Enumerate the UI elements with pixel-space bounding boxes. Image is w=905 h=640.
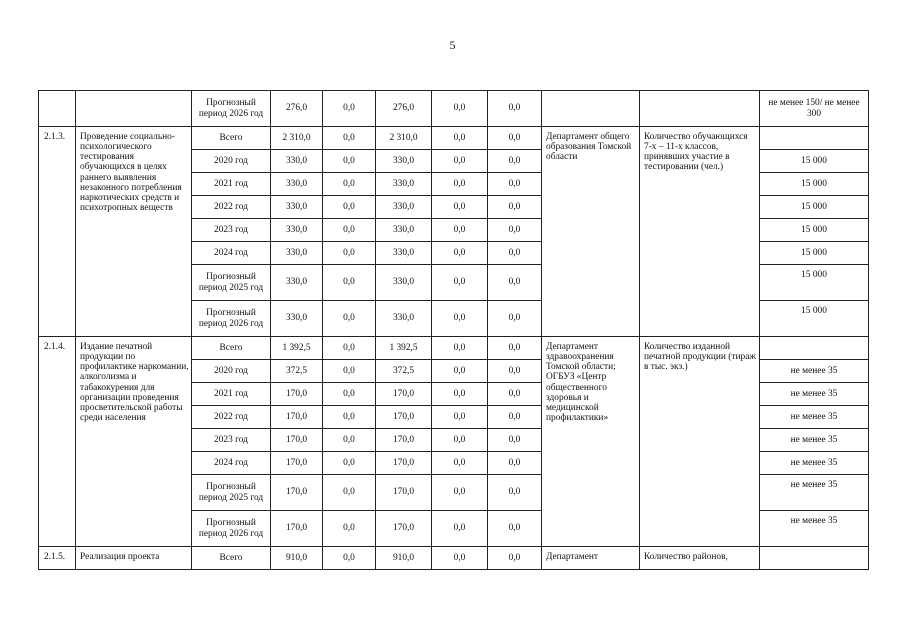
cell-period: 2022 год	[192, 406, 271, 429]
cell-extra: 0,0	[488, 452, 542, 475]
cell-total: 170,0	[271, 406, 323, 429]
cell-total: 330,0	[271, 219, 323, 242]
cell-period: Прогнозный период 2026 год	[192, 91, 271, 127]
cell-regional: 330,0	[376, 173, 432, 196]
cell-period: 2023 год	[192, 219, 271, 242]
cell-target	[760, 337, 869, 360]
cell-extra: 0,0	[488, 242, 542, 265]
cell-extra: 0,0	[488, 127, 542, 150]
cell-federal: 0,0	[323, 511, 376, 547]
cell-name	[76, 91, 192, 127]
cell-extra: 0,0	[488, 173, 542, 196]
cell-federal: 0,0	[323, 360, 376, 383]
cell-target	[760, 547, 869, 570]
cell-regional: 2 310,0	[376, 127, 432, 150]
section-executor: Департамент	[542, 547, 640, 570]
cell-total: 170,0	[271, 429, 323, 452]
cell-target: 15 000	[760, 150, 869, 173]
section-indicator: Количество районов,	[640, 547, 760, 570]
cell-target: не менее 35	[760, 360, 869, 383]
cell-local: 0,0	[432, 406, 488, 429]
section-number: 2.1.3.	[39, 127, 76, 337]
cell-target	[760, 127, 869, 150]
section-indicator: Количество обучающихся 7-х – 11-х классов, принявших участие в тестировании (чел.)	[640, 127, 760, 337]
cell-regional: 330,0	[376, 265, 432, 301]
cell-local: 0,0	[432, 196, 488, 219]
cell-local: 0,0	[432, 475, 488, 511]
cell-federal: 0,0	[323, 475, 376, 511]
cell-target: 15 000	[760, 242, 869, 265]
cell-local: 0,0	[432, 383, 488, 406]
cell-extra: 0,0	[488, 265, 542, 301]
cell-extra: 0,0	[488, 511, 542, 547]
cell-target: не менее 35	[760, 475, 869, 511]
cell-regional: 170,0	[376, 429, 432, 452]
cell-local: 0,0	[432, 242, 488, 265]
page-number: 5	[449, 38, 456, 52]
cell-regional: 170,0	[376, 511, 432, 547]
cell-regional: 330,0	[376, 219, 432, 242]
cell-local: 0,0	[432, 219, 488, 242]
table-row	[39, 337, 869, 360]
cell-extra: 0,0	[488, 150, 542, 173]
cell-total: 170,0	[271, 511, 323, 547]
cell-target: не менее 35	[760, 452, 869, 475]
cell-period: 2020 год	[192, 360, 271, 383]
cell-period: 2024 год	[192, 242, 271, 265]
cell-target: не менее 150/ не менее 300	[760, 91, 869, 127]
cell-total: 372,5	[271, 360, 323, 383]
cell-extra: 0,0	[488, 475, 542, 511]
cell-extra: 0,0	[488, 383, 542, 406]
section-indicator: Количество изданной печатной продукции (тираж в тыс. экз.)	[640, 337, 760, 547]
cell-regional: 330,0	[376, 150, 432, 173]
cell-target: не менее 35	[760, 429, 869, 452]
cell-regional: 276,0	[376, 91, 432, 127]
cell-federal: 0,0	[323, 265, 376, 301]
cell-total: 170,0	[271, 383, 323, 406]
cell-regional: 330,0	[376, 301, 432, 337]
cell-period: 2022 год	[192, 196, 271, 219]
cell-extra: 0,0	[488, 91, 542, 127]
cell-federal: 0,0	[323, 406, 376, 429]
cell-total: 1 392,5	[271, 337, 323, 360]
cell-federal: 0,0	[323, 242, 376, 265]
cell-extra: 0,0	[488, 547, 542, 570]
cell-regional: 372,5	[376, 360, 432, 383]
cell-extra: 0,0	[488, 429, 542, 452]
cell-total: 330,0	[271, 173, 323, 196]
cell-period: Прогнозный период 2026 год	[192, 301, 271, 337]
cell-regional: 330,0	[376, 196, 432, 219]
cell-target: 15 000	[760, 265, 869, 301]
cell-period: 2020 год	[192, 150, 271, 173]
section-name: Издание печатной продукции по профилактике наркомании, алкоголизма и табакокурения для организации проведения просветительской работы среди населения	[76, 337, 192, 547]
cell-local: 0,0	[432, 337, 488, 360]
section-executor: Департамент общего образования Томской области	[542, 127, 640, 337]
table-row	[39, 91, 869, 127]
cell-federal: 0,0	[323, 547, 376, 570]
cell-extra: 0,0	[488, 301, 542, 337]
cell-target: не менее 35	[760, 383, 869, 406]
table-row	[39, 127, 869, 150]
section-number: 2.1.5.	[39, 547, 76, 570]
cell-local: 0,0	[432, 452, 488, 475]
cell-federal: 0,0	[323, 219, 376, 242]
cell-extra: 0,0	[488, 406, 542, 429]
cell-total: 2 310,0	[271, 127, 323, 150]
cell-period: 2021 год	[192, 173, 271, 196]
cell-total: 330,0	[271, 265, 323, 301]
cell-target: не менее 35	[760, 511, 869, 547]
cell-period: Прогнозный период 2025 год	[192, 475, 271, 511]
cell-regional: 170,0	[376, 406, 432, 429]
cell-federal: 0,0	[323, 429, 376, 452]
cell-total: 330,0	[271, 242, 323, 265]
cell-target: не менее 35	[760, 406, 869, 429]
cell-regional: 330,0	[376, 242, 432, 265]
cell-number	[39, 91, 76, 127]
cell-federal: 0,0	[323, 452, 376, 475]
table-row	[39, 547, 869, 570]
cell-local: 0,0	[432, 91, 488, 127]
cell-period: 2023 год	[192, 429, 271, 452]
cell-period: 2021 год	[192, 383, 271, 406]
cell-federal: 0,0	[323, 301, 376, 337]
cell-local: 0,0	[432, 301, 488, 337]
cell-period: 2024 год	[192, 452, 271, 475]
cell-federal: 0,0	[323, 383, 376, 406]
cell-local: 0,0	[432, 360, 488, 383]
cell-federal: 0,0	[323, 91, 376, 127]
cell-local: 0,0	[432, 265, 488, 301]
cell-local: 0,0	[432, 547, 488, 570]
cell-total: 170,0	[271, 452, 323, 475]
cell-target: 15 000	[760, 196, 869, 219]
cell-extra: 0,0	[488, 337, 542, 360]
section-name: Реализация проекта	[76, 547, 192, 570]
cell-regional: 910,0	[376, 547, 432, 570]
cell-target: 15 000	[760, 219, 869, 242]
cell-federal: 0,0	[323, 337, 376, 360]
cell-period: Всего	[192, 337, 271, 360]
cell-target: 15 000	[760, 301, 869, 337]
section-executor: Департамент здравоохранения Томской области; ОГБУЗ «Центр общественного здоровья и медицинской профилактики»	[542, 337, 640, 547]
cell-regional: 170,0	[376, 475, 432, 511]
cell-target: 15 000	[760, 173, 869, 196]
cell-federal: 0,0	[323, 196, 376, 219]
cell-period: Всего	[192, 127, 271, 150]
cell-total: 330,0	[271, 150, 323, 173]
cell-indicator	[640, 91, 760, 127]
cell-period: Всего	[192, 547, 271, 570]
cell-executor	[542, 91, 640, 127]
cell-extra: 0,0	[488, 360, 542, 383]
cell-local: 0,0	[432, 511, 488, 547]
cell-regional: 170,0	[376, 452, 432, 475]
cell-total: 330,0	[271, 196, 323, 219]
cell-total: 910,0	[271, 547, 323, 570]
cell-regional: 1 392,5	[376, 337, 432, 360]
cell-extra: 0,0	[488, 219, 542, 242]
cell-local: 0,0	[432, 429, 488, 452]
cell-federal: 0,0	[323, 173, 376, 196]
cell-federal: 0,0	[323, 127, 376, 150]
cell-period: Прогнозный период 2025 год	[192, 265, 271, 301]
cell-local: 0,0	[432, 150, 488, 173]
cell-total: 330,0	[271, 301, 323, 337]
program-table	[38, 90, 869, 570]
cell-extra: 0,0	[488, 196, 542, 219]
cell-local: 0,0	[432, 173, 488, 196]
section-number: 2.1.4.	[39, 337, 76, 547]
cell-federal: 0,0	[323, 150, 376, 173]
cell-total: 170,0	[271, 475, 323, 511]
cell-total: 276,0	[271, 91, 323, 127]
cell-period: Прогнозный период 2026 год	[192, 511, 271, 547]
cell-local: 0,0	[432, 127, 488, 150]
section-name: Проведение социально-психологического тестирования обучающихся в целях раннего выявления незаконного потребления наркотических средств и психотропных веществ	[76, 127, 192, 337]
cell-regional: 170,0	[376, 383, 432, 406]
